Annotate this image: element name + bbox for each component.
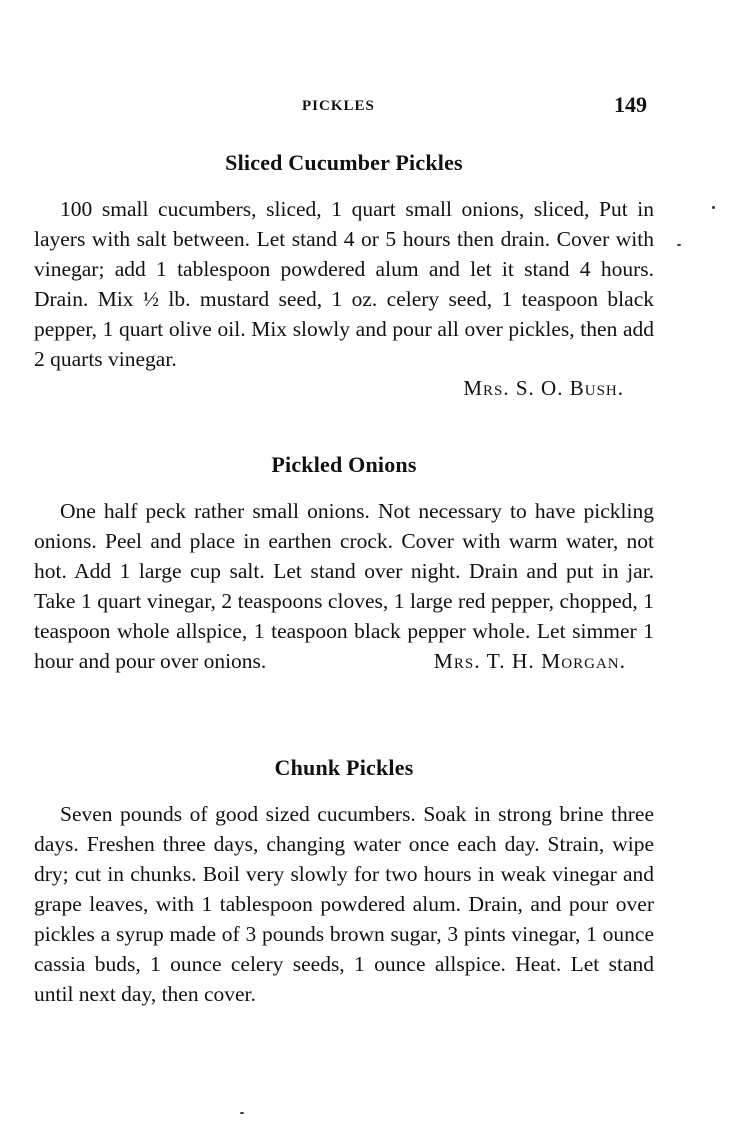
recipe-body: Seven pounds of good sized cucumbers. Soak in strong brine three days. Freshen three days, changing water once each day. Strain, wipe dry; cut in chunks. Boil very slowly for two hours in weak vinegar and grape leaves, with 1 tablespoon powdered alum. Drain, and pour over pickles a syrup made of 3 pounds brown sugar, 3 pints vinegar, 1 ounce cassia buds, 1 ounce celery seeds, 1 ounce allspice. Heat. Let stand until next day, then cover. [34,802,654,1006]
recipe-title: Chunk Pickles [274,755,414,780]
recipe-signature: Mrs. T. H. Morgan. [433,649,626,673]
recipe-chunk-pickles [34,755,654,1009]
section-name: PICKLES [302,98,375,114]
recipe-title: Pickled Onions [271,452,417,477]
recipe-title: Sliced Cucumber Pickles [225,150,463,175]
recipe-body: One half peck rather small onions. Not necessary to have pickling onions. Peel and place in earthen crock. Cover with warm water, not hot. Add 1 large cup salt. Let stand over night. Drain and put in jar. Take 1 quart vinegar, 2 teaspoons cloves, 1 large red pepper, chopped, 1 teaspoon whole allspice, 1 teaspoon black pepper whole. Let simmer 1 hour and pour over onions. [34,499,654,673]
print-speck [240,1112,244,1114]
recipe-body-with-signature [34,496,654,676]
recipe-body: 100 small cucumbers, sliced, 1 quart small onions, sliced, Put in layers with salt between. Let stand 4 or 5 hours then drain. Cover with vinegar; add 1 tablespoon powdered alum and let it stand 4 hours. Drain. Mix ½ lb. mustard seed, 1 oz. celery seed, 1 teaspoon black pepper, 1 quart olive oil. Mix slowly and pour all over pickles, then add 2 quarts vinegar. [34,197,654,371]
print-speck [677,244,681,246]
signature-name: Mrs. S. O. Bush. [463,376,624,400]
recipe-signature [34,374,654,402]
recipe-sliced-cucumber-pickles [34,150,654,402]
recipe-pickled-onions [34,452,654,676]
running-head [0,92,750,122]
page-number: 149 [614,92,647,117]
print-speck [712,206,715,209]
